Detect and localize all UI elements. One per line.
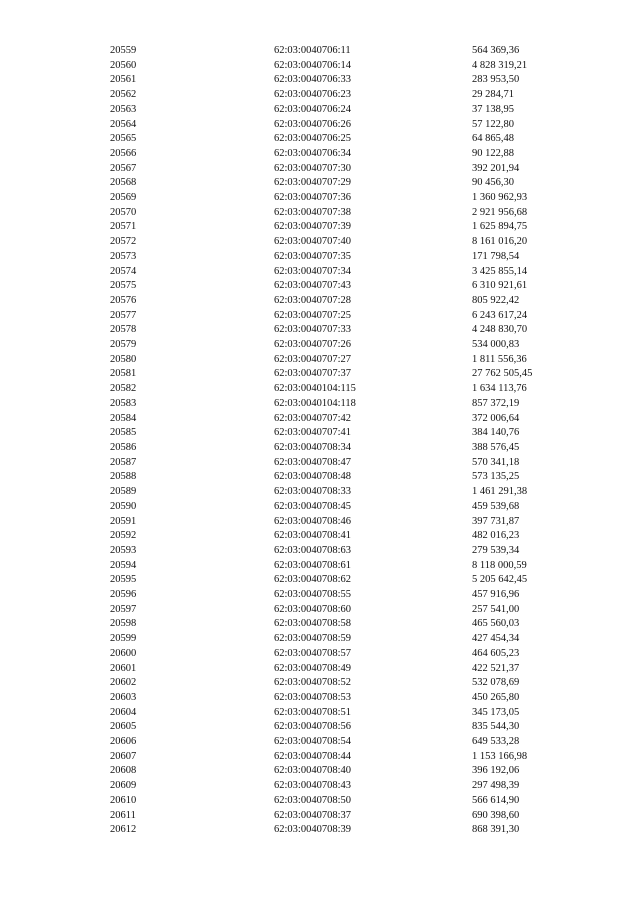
cadastral-value: 90 456,30 xyxy=(472,177,514,189)
table-row xyxy=(110,662,572,677)
cadastral-value: 465 560,03 xyxy=(472,618,520,630)
cadastral-value: 397 731,87 xyxy=(472,515,520,527)
table-row xyxy=(110,426,572,441)
cadastral-value: 6 310 921,61 xyxy=(472,280,528,292)
cadastral-value: 37 138,95 xyxy=(472,103,514,115)
row-number: 20579 xyxy=(110,339,137,351)
cadastral-value: 464 605,23 xyxy=(472,647,520,659)
cadastral-number: 62:03:0040708:40 xyxy=(274,765,352,777)
cadastral-value: 384 140,76 xyxy=(472,427,520,439)
cadastral-value: 1 625 894,75 xyxy=(472,221,528,233)
cadastral-number: 62:03:0040708:33 xyxy=(274,486,352,498)
cadastral-value: 573 135,25 xyxy=(472,471,520,483)
row-number: 20605 xyxy=(110,721,137,733)
table-row xyxy=(110,265,572,280)
cadastral-value: 1 360 962,93 xyxy=(472,192,528,204)
row-number: 20574 xyxy=(110,265,137,277)
cadastral-value: 257 541,00 xyxy=(472,603,520,615)
cadastral-number: 62:03:0040706:26 xyxy=(274,118,352,130)
cadastral-number: 62:03:0040706:23 xyxy=(274,89,352,101)
row-number: 20599 xyxy=(110,633,137,645)
cadastral-value: 534 000,83 xyxy=(472,339,520,351)
row-number: 20597 xyxy=(110,603,137,615)
cadastral-value: 2 921 956,68 xyxy=(472,206,528,218)
table-row xyxy=(110,794,572,809)
table-row xyxy=(110,103,572,118)
cadastral-number: 62:03:0040707:43 xyxy=(274,280,352,292)
table-row xyxy=(110,176,572,191)
cadastral-value: 6 243 617,24 xyxy=(472,309,528,321)
cadastral-value: 1 811 556,36 xyxy=(472,353,527,365)
table-row xyxy=(110,529,572,544)
cadastral-number: 62:03:0040708:34 xyxy=(274,441,352,453)
cadastral-value: 345 173,05 xyxy=(472,706,520,718)
cadastral-number: 62:03:0040708:46 xyxy=(274,515,352,527)
row-number: 20564 xyxy=(110,118,137,130)
table-row xyxy=(110,735,572,750)
table-row xyxy=(110,88,572,103)
cadastral-number: 62:03:0040706:34 xyxy=(274,147,352,159)
row-number: 20598 xyxy=(110,618,137,630)
cadastral-number: 62:03:0040708:49 xyxy=(274,662,352,674)
cadastral-value: 570 341,18 xyxy=(472,456,520,468)
cadastral-value: 868 391,30 xyxy=(472,824,520,836)
cadastral-number: 62:03:0040707:29 xyxy=(274,177,352,189)
cadastral-number: 62:03:0040708:60 xyxy=(274,603,352,615)
cadastral-value: 566 614,90 xyxy=(472,794,520,806)
row-number: 20590 xyxy=(110,500,137,512)
row-number: 20602 xyxy=(110,677,137,689)
cadastral-value: 392 201,94 xyxy=(472,162,520,174)
table-row xyxy=(110,779,572,794)
row-number: 20560 xyxy=(110,59,137,71)
cadastral-number: 62:03:0040707:39 xyxy=(274,221,352,233)
row-number: 20561 xyxy=(110,74,137,86)
cadastral-number: 62:03:0040708:39 xyxy=(274,824,352,836)
cadastral-value: 805 922,42 xyxy=(472,294,520,306)
table-row xyxy=(110,441,572,456)
cadastral-number: 62:03:0040708:57 xyxy=(274,647,352,659)
table-row xyxy=(110,515,572,530)
row-number: 20563 xyxy=(110,103,137,115)
cadastral-value-table xyxy=(110,44,572,838)
cadastral-number: 62:03:0040708:47 xyxy=(274,456,352,468)
cadastral-value: 4 828 319,21 xyxy=(472,59,528,71)
table-row xyxy=(110,206,572,221)
table-row xyxy=(110,338,572,353)
table-row xyxy=(110,809,572,824)
row-number: 20583 xyxy=(110,397,137,409)
row-number: 20580 xyxy=(110,353,137,365)
row-number: 20575 xyxy=(110,280,137,292)
cadastral-value: 8 161 016,20 xyxy=(472,236,528,248)
cadastral-value: 27 762 505,45 xyxy=(472,368,533,380)
table-row xyxy=(110,603,572,618)
cadastral-value: 279 539,34 xyxy=(472,544,520,556)
table-row xyxy=(110,191,572,206)
table-row xyxy=(110,588,572,603)
row-number: 20610 xyxy=(110,794,137,806)
table-row xyxy=(110,220,572,235)
row-number: 20595 xyxy=(110,574,137,586)
cadastral-value: 1 634 113,76 xyxy=(472,383,527,395)
row-number: 20608 xyxy=(110,765,137,777)
row-number: 20568 xyxy=(110,177,137,189)
cadastral-number: 62:03:0040707:26 xyxy=(274,339,352,351)
row-number: 20591 xyxy=(110,515,137,527)
cadastral-number: 62:03:0040707:41 xyxy=(274,427,352,439)
cadastral-value: 532 078,69 xyxy=(472,677,520,689)
cadastral-number: 62:03:0040708:54 xyxy=(274,736,352,748)
row-number: 20566 xyxy=(110,147,137,159)
cadastral-number: 62:03:0040708:48 xyxy=(274,471,352,483)
cadastral-number: 62:03:0040707:33 xyxy=(274,324,352,336)
cadastral-number: 62:03:0040708:52 xyxy=(274,677,352,689)
cadastral-value: 690 398,60 xyxy=(472,809,520,821)
cadastral-value: 171 798,54 xyxy=(472,250,520,262)
table-row xyxy=(110,720,572,735)
cadastral-number: 62:03:0040708:61 xyxy=(274,559,352,571)
table-row xyxy=(110,500,572,515)
table-row xyxy=(110,485,572,500)
row-number: 20604 xyxy=(110,706,137,718)
cadastral-number: 62:03:0040708:50 xyxy=(274,794,352,806)
cadastral-value: 5 205 642,45 xyxy=(472,574,528,586)
cadastral-number: 62:03:0040706:11 xyxy=(274,45,351,56)
cadastral-value: 283 953,50 xyxy=(472,74,520,86)
row-number: 20587 xyxy=(110,456,137,468)
table-row xyxy=(110,44,572,59)
table-row xyxy=(110,367,572,382)
cadastral-value: 388 576,45 xyxy=(472,441,520,453)
cadastral-value: 835 544,30 xyxy=(472,721,520,733)
row-number: 20592 xyxy=(110,530,137,542)
row-number: 20612 xyxy=(110,824,137,836)
cadastral-value: 450 265,80 xyxy=(472,691,520,703)
table-row xyxy=(110,632,572,647)
cadastral-number: 62:03:0040707:27 xyxy=(274,353,352,365)
table-body xyxy=(110,44,572,838)
table-row xyxy=(110,764,572,779)
table-row xyxy=(110,647,572,662)
cadastral-value: 427 454,34 xyxy=(472,633,520,645)
cadastral-number: 62:03:0040706:24 xyxy=(274,103,352,115)
table-row xyxy=(110,382,572,397)
table-row xyxy=(110,59,572,74)
cadastral-value: 372 006,64 xyxy=(472,412,520,424)
row-number: 20601 xyxy=(110,662,137,674)
cadastral-value: 396 192,06 xyxy=(472,765,520,777)
cadastral-number: 62:03:0040707:34 xyxy=(274,265,352,277)
cadastral-number: 62:03:0040708:55 xyxy=(274,589,352,601)
row-number: 20569 xyxy=(110,192,137,204)
row-number: 20567 xyxy=(110,162,137,174)
cadastral-number: 62:03:0040707:36 xyxy=(274,192,352,204)
cadastral-number: 62:03:0040104:115 xyxy=(274,383,356,395)
cadastral-value: 1 153 166,98 xyxy=(472,750,528,762)
row-number: 20596 xyxy=(110,589,137,601)
table-row xyxy=(110,676,572,691)
cadastral-number: 62:03:0040708:45 xyxy=(274,500,352,512)
cadastral-number: 62:03:0040708:44 xyxy=(274,750,352,762)
cadastral-number: 62:03:0040706:25 xyxy=(274,133,352,145)
row-number: 20593 xyxy=(110,544,137,556)
row-number: 20578 xyxy=(110,324,137,336)
row-number: 20581 xyxy=(110,368,137,380)
cadastral-value: 564 369,36 xyxy=(472,45,520,56)
cadastral-number: 62:03:0040707:40 xyxy=(274,236,352,248)
table-row xyxy=(110,118,572,133)
row-number: 20559 xyxy=(110,45,137,56)
cadastral-value: 57 122,80 xyxy=(472,118,514,130)
table-row xyxy=(110,456,572,471)
table-row xyxy=(110,573,572,588)
row-number: 20565 xyxy=(110,133,137,145)
cadastral-number: 62:03:0040706:14 xyxy=(274,59,352,71)
row-number: 20611 xyxy=(110,809,136,821)
table-row xyxy=(110,559,572,574)
row-number: 20606 xyxy=(110,736,137,748)
cadastral-value: 457 916,96 xyxy=(472,589,520,601)
table-row xyxy=(110,750,572,765)
cadastral-value: 3 425 855,14 xyxy=(472,265,528,277)
cadastral-value: 29 284,71 xyxy=(472,89,514,101)
cadastral-number: 62:03:0040707:38 xyxy=(274,206,352,218)
row-number: 20582 xyxy=(110,383,137,395)
cadastral-value: 297 498,39 xyxy=(472,780,520,792)
cadastral-value: 90 122,88 xyxy=(472,147,514,159)
table-row xyxy=(110,470,572,485)
cadastral-number: 62:03:0040708:41 xyxy=(274,530,352,542)
row-number: 20589 xyxy=(110,486,137,498)
row-number: 20571 xyxy=(110,221,137,233)
row-number: 20577 xyxy=(110,309,137,321)
table-row xyxy=(110,412,572,427)
cadastral-value: 857 372,19 xyxy=(472,397,520,409)
table-row xyxy=(110,323,572,338)
cadastral-number: 62:03:0040707:35 xyxy=(274,250,352,262)
cadastral-value: 4 248 830,70 xyxy=(472,324,528,336)
table-row xyxy=(110,132,572,147)
row-number: 20588 xyxy=(110,471,137,483)
row-number: 20584 xyxy=(110,412,137,424)
row-number: 20603 xyxy=(110,691,137,703)
cadastral-number: 62:03:0040708:43 xyxy=(274,780,352,792)
cadastral-number: 62:03:0040708:53 xyxy=(274,691,352,703)
table-row xyxy=(110,823,572,838)
cadastral-number: 62:03:0040708:56 xyxy=(274,721,352,733)
row-number: 20570 xyxy=(110,206,137,218)
cadastral-number: 62:03:0040708:51 xyxy=(274,706,352,718)
table-row xyxy=(110,250,572,265)
row-number: 20576 xyxy=(110,294,137,306)
table-row xyxy=(110,73,572,88)
table-row xyxy=(110,706,572,721)
cadastral-value: 8 118 000,59 xyxy=(472,559,527,571)
cadastral-number: 62:03:0040708:58 xyxy=(274,618,352,630)
table-row xyxy=(110,279,572,294)
cadastral-number: 62:03:0040707:42 xyxy=(274,412,352,424)
row-number: 20594 xyxy=(110,559,137,571)
cadastral-value: 1 461 291,38 xyxy=(472,486,528,498)
row-number: 20586 xyxy=(110,441,137,453)
cadastral-number: 62:03:0040708:62 xyxy=(274,574,352,586)
table-row xyxy=(110,617,572,632)
cadastral-number: 62:03:0040708:59 xyxy=(274,633,352,645)
table-row xyxy=(110,397,572,412)
row-number: 20607 xyxy=(110,750,137,762)
cadastral-number: 62:03:0040706:33 xyxy=(274,74,352,86)
table-row xyxy=(110,309,572,324)
row-number: 20573 xyxy=(110,250,137,262)
row-number: 20600 xyxy=(110,647,137,659)
table-row xyxy=(110,544,572,559)
cadastral-number: 62:03:0040707:25 xyxy=(274,309,352,321)
cadastral-number: 62:03:0040707:30 xyxy=(274,162,352,174)
table-row xyxy=(110,294,572,309)
table-row xyxy=(110,162,572,177)
cadastral-number: 62:03:0040707:37 xyxy=(274,368,352,380)
row-number: 20585 xyxy=(110,427,137,439)
cadastral-number: 62:03:0040708:63 xyxy=(274,544,352,556)
cadastral-value: 64 865,48 xyxy=(472,133,514,145)
cadastral-value: 459 539,68 xyxy=(472,500,520,512)
table-row xyxy=(110,147,572,162)
table-row xyxy=(110,235,572,250)
table-row xyxy=(110,691,572,706)
row-number: 20609 xyxy=(110,780,137,792)
cadastral-value: 649 533,28 xyxy=(472,736,520,748)
row-number: 20572 xyxy=(110,236,137,248)
table-row xyxy=(110,353,572,368)
cadastral-value: 482 016,23 xyxy=(472,530,520,542)
row-number: 20562 xyxy=(110,89,137,101)
cadastral-number: 62:03:0040708:37 xyxy=(274,809,352,821)
cadastral-number: 62:03:0040707:28 xyxy=(274,294,352,306)
cadastral-number: 62:03:0040104:118 xyxy=(274,397,356,409)
cadastral-value: 422 521,37 xyxy=(472,662,520,674)
